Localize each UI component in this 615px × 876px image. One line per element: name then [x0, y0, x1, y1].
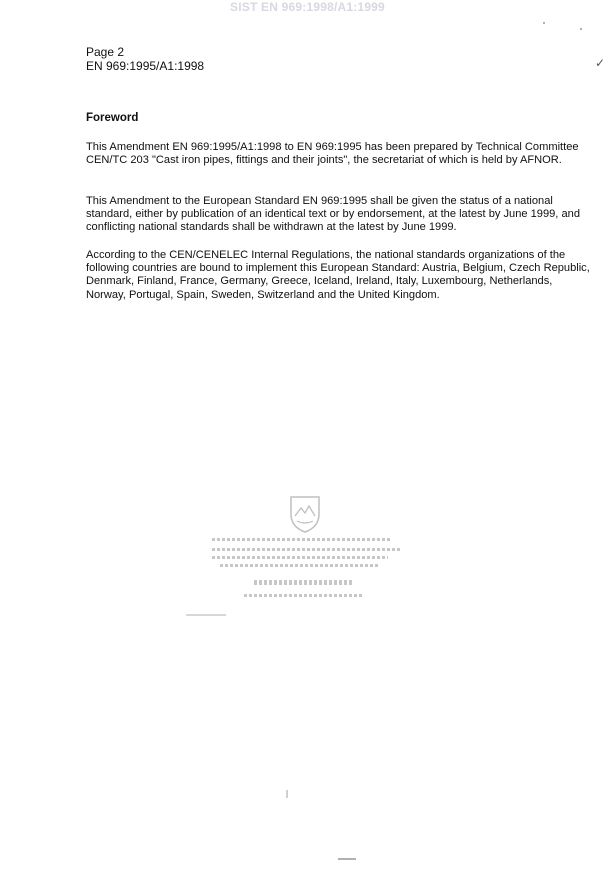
scan-speck	[580, 28, 582, 30]
stamp-line	[212, 538, 392, 541]
page-header	[86, 45, 204, 73]
stamp-line	[244, 594, 364, 597]
paragraph-2: This Amendment to the European Standard EN 969:1995 shall be given the status of a national standard, either by publication of an identical text or by endorsement, at the latest by June 1999, and conflicting national standards shall be withdrawn at the latest by June 1999.	[86, 195, 580, 234]
scan-speck	[338, 858, 356, 860]
scan-speck	[286, 790, 288, 798]
crest-icon	[288, 494, 322, 534]
scan-tick-mark: ✓	[595, 56, 606, 70]
paragraph-1: This Amendment EN 969:1995/A1:1998 to EN 969:1995 has been prepared by Technical Committee CEN/TC 203 "Cast iron pipes, fittings and their joints", the secretariat of which is held by AFNOR.	[86, 141, 579, 167]
paragraph-3: According to the CEN/CENELEC Internal Regulations, the national standards organizations of the following countries are bound to implement this European Standard: Austria, Belgium, Czech Republic, Denmark, Finland, France, Germany, Greece, Iceland, Ireland, Italy, Luxembourg, Netherlands, Norway, Portugal, Spain, Sweden, Switzerland and the United Kingdom.	[86, 249, 590, 301]
stamp-line	[254, 580, 354, 585]
scan-speck	[186, 614, 226, 616]
document-id: EN 969:1995/A1:1998	[86, 59, 205, 73]
stamp-line	[212, 548, 400, 551]
official-stamp	[200, 494, 410, 624]
stamp-line	[212, 556, 388, 559]
scan-speck	[543, 22, 545, 24]
page-number: Page 2	[86, 45, 125, 59]
section-heading: Foreword	[86, 112, 139, 124]
watermark: SIST EN 969:1998/A1:1999	[230, 0, 385, 14]
stamp-line	[220, 564, 380, 567]
